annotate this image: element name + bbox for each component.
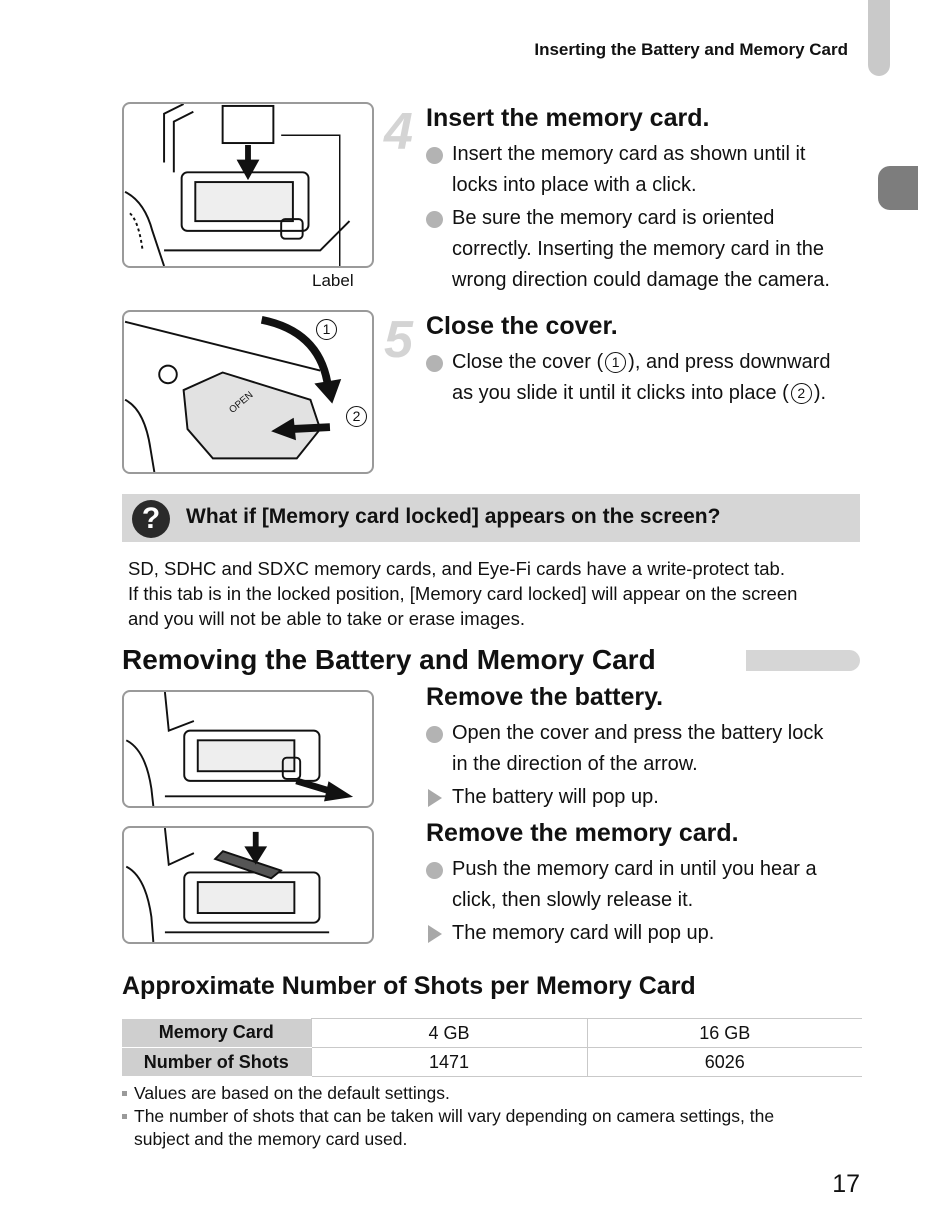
bullet-dot-icon [426,726,443,743]
remove-card-title: Remove the memory card. [426,819,739,847]
note-bullet-icon [122,1091,127,1096]
shots-table [122,1018,862,1077]
step-4-instructions: Insert the memory card as shown until it locks into place with a click. Be sure the memory card is oriented correctly. Inserting the memory card in the wrong direction could damage the camera. [426,139,866,296]
bullet-item: Push the memory card in until you hear a [426,854,866,885]
svg-text:OPEN: OPEN [227,389,256,416]
table-cell: 16 GB [587,1019,862,1048]
help-title: What if [Memory card locked] appears on the screen? [186,505,721,528]
page-header-title: Inserting the Battery and Memory Card [534,40,848,59]
note-bullet-icon [122,1114,127,1119]
bullet-item: Be sure the memory card is oriented [426,203,866,234]
bullet-dot-icon [426,147,443,164]
help-body: SD, SDHC and SDXC memory cards, and Eye-Fi cards have a write-protect tab. If this tab is in the locked position, [Memory card locked] will appear on the screen and you will not be able to take or erase images. [128,558,798,629]
bullet-item: Open the cover and press the battery lock [426,718,866,749]
table-row [122,1048,862,1077]
table-cell: 1471 [311,1048,587,1077]
table-cell: 4 GB [311,1019,587,1048]
result-item: The battery will pop up. [426,782,866,813]
result-arrow-icon [428,789,442,807]
step-5-instructions: Close the cover ( 1 ), and press downward as you slide it until it clicks into place ( 2 ). [426,347,866,409]
question-icon: ? [132,500,170,538]
bullet-dot-icon [426,211,443,228]
note-item: Values are based on the default settings. [122,1082,862,1105]
bullet-dot-icon [426,862,443,879]
callout-marker-1: 1 [316,319,337,340]
remove-battery-title: Remove the battery. [426,683,664,711]
table-row [122,1019,862,1048]
edge-thumb-tab [868,0,890,76]
step-number: 5 [384,311,413,369]
step-title: Close the cover. [426,312,618,340]
bullet-dot-icon [426,355,443,372]
inline-marker-1: 1 [605,352,626,373]
table-header-cell: Number of Shots [122,1048,311,1077]
remove-battery-instructions: Open the cover and press the battery lock in the direction of the arrow. The battery will pop up. [426,718,866,813]
result-item: The memory card will pop up. [426,918,866,949]
remove-card-illustration [122,826,374,944]
insert-card-illustration [122,102,374,268]
shots-table-title: Approximate Number of Shots per Memory Card [122,972,696,1000]
step-number: 4 [384,103,413,161]
bullet-item: Insert the memory card as shown until it [426,139,866,170]
table-header-cell: Memory Card [122,1019,311,1048]
note-item: The number of shots that can be taken will vary depending on camera settings, the [122,1105,862,1128]
bullet-item: Close the cover ( 1 ), and press downward [426,347,866,378]
table-cell: 6026 [587,1048,862,1077]
page-number: 17 [832,1170,860,1198]
section-title-rule [746,650,860,671]
chapter-side-tab [878,166,918,210]
card-label-caption: Label [312,271,354,290]
table-notes: Values are based on the default settings. The number of shots that can be taken will vary depending on camera settings, the subject and the memory card used. [122,1082,862,1151]
step-title: Insert the memory card. [426,104,710,132]
result-arrow-icon [428,925,442,943]
remove-battery-illustration [122,690,374,808]
remove-card-instructions: Push the memory card in until you hear a click, then slowly release it. The memory card will pop up. [426,854,866,949]
section-title: Removing the Battery and Memory Card [122,644,656,675]
callout-marker-2: 2 [346,406,367,427]
inline-marker-2: 2 [791,383,812,404]
